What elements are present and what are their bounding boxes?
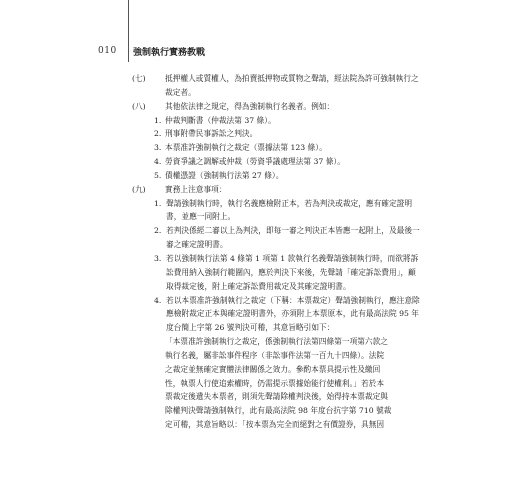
list-item <box>132 72 420 100</box>
list-item <box>132 155 420 169</box>
running-title: 強制執行實務教戰 <box>133 48 206 58</box>
list-item-label: 4. <box>154 157 162 167</box>
list-item <box>132 127 420 141</box>
list-item-text: 若以本票准許強制執行之裁定（下稱：本票裁定）聲請強制執行，應注意除應檢附裁定正本與確定證明書外，亦須附上本票原本，此有最高法院 95 年度台簡上字第 26 號判決可稽，其意旨略引如下： <box>166 295 420 333</box>
paragraph-line: 定可稽，其意旨略以：「按本票為完全而絕對之有價證券，具無因 <box>165 420 385 430</box>
list-item <box>132 197 420 225</box>
list-item <box>132 114 420 128</box>
list-item-text: 勞資爭議之調解或仲裁（勞資爭議處理法第 37 條）。 <box>165 157 345 167</box>
list-item-label: 1. <box>154 198 162 208</box>
list-item-text: 債權憑證（強制執行法第 27 條）。 <box>165 170 284 180</box>
list-item-text: 其他依法律之規定，得為強制執行名義者。例如： <box>165 101 335 111</box>
list-item-label: 1. <box>154 115 162 125</box>
paragraph-line: 之裁定並無確定實體法律關係之效力。參酌本票具提示性及繳回 <box>165 364 381 374</box>
list-item-text: 實務上注意事項： <box>165 184 227 194</box>
list-item-label: (九) <box>132 184 146 194</box>
list-item-label: 4. <box>154 295 162 305</box>
list-item-text: 若以強制執行法第 4 條第 1 項第 1 款執行名義聲請強制執行時，而欲將訴訟費用納入強制行範圍內，應於判決下來後，先聲請「確定訴訟費用」，顧取得裁定後，附上確定訴訟費用裁定及其確定證明書。 <box>166 253 419 291</box>
list-item-text: 仲裁判斷書（仲裁法第 37 條）。 <box>165 115 276 125</box>
list-item-text: 抵押權人或質權人，為拍賣抵押物或質物之聲請，經法院為許可強制執行之裁定者。 <box>165 74 419 97</box>
list-item-label: 2. <box>154 129 162 139</box>
list-item <box>132 100 420 114</box>
list-item-label: 2. <box>154 226 162 236</box>
list-item <box>132 169 420 183</box>
list-item-text: 若判決係經二審以上為判決，即每一審之判決正本皆應一起附上，及最後一審之確定證明書。 <box>166 226 420 250</box>
list-item-label: (八) <box>132 101 146 111</box>
paragraph-line: 「本票准許強制執行之裁定，係強制執行法第四條第一項第六款之 <box>165 337 388 347</box>
list-item-label: (七) <box>132 74 146 83</box>
page-number: 010 <box>98 46 117 56</box>
paragraph-line: 除權判決聲請強制執行，此有最高法院 98 年度台抗字第 710 號裁 <box>165 406 392 416</box>
list-item <box>132 183 420 197</box>
list-item-label: 3. <box>154 143 162 153</box>
list-item <box>132 252 420 294</box>
header-divider <box>128 0 129 62</box>
list-item <box>132 224 420 252</box>
body-text <box>120 72 420 432</box>
list-item <box>132 141 420 155</box>
paragraph-line: 票裁定後遺失本票者，則須先聲請除權判決後，始得持本票裁定與 <box>165 392 388 402</box>
list-item <box>132 294 420 336</box>
paragraph-line: 執行名義，屬非訟事件程序（非訟事件法第一百九十四條）。法院 <box>165 350 385 360</box>
list-item-label: 5. <box>154 170 162 180</box>
paragraph-line: 性，執票人行使追索權時，仍需提示票據始能行使權利。」若於本 <box>165 378 385 388</box>
list-item-text: 刑事附帶民事訴訟之判決。 <box>165 129 258 139</box>
list-item-text: 本票准許強制執行之裁定（票據法第 123 條）。 <box>165 143 327 153</box>
list-item-label: 3. <box>154 253 162 263</box>
list-item-text: 聲請強制執行時，執行名義應檢附正本，若為判決或裁定，應有確定證明書，並應一同附上。 <box>166 198 413 222</box>
